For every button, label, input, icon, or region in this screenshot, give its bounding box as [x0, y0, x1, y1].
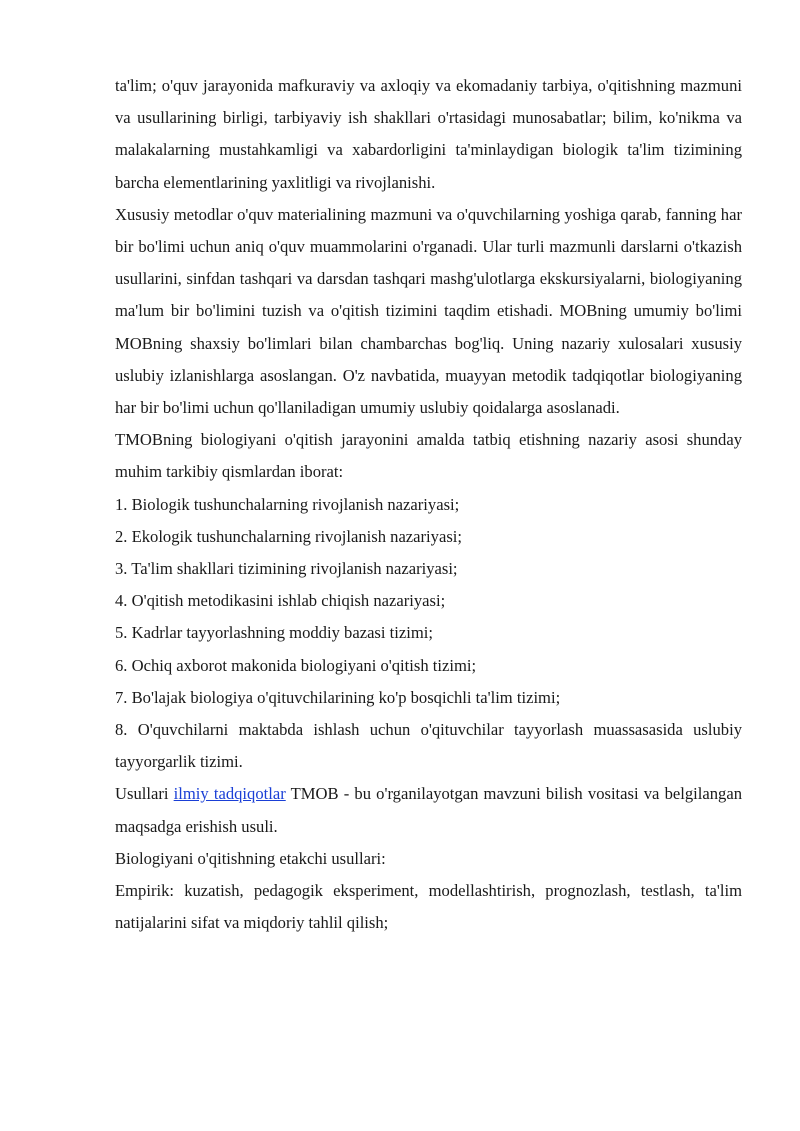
- leading-methods-title: Biologiyani o'qitishning etakchi usullari:: [115, 848, 386, 868]
- list-item: 3. Ta'lim shakllari tizimining rivojlanish nazariyasi;: [115, 559, 458, 579]
- paragraph-tmob-theory: TMOBning biologiyani o'qitish jarayonini amalda tatbiq etishning nazariy asosi shunday muhim tarkibiy qismlardan iborat:: [115, 430, 742, 482]
- list-item: 7. Bo'lajak biologiya o'qituvchilarining ko'p bosqichli ta'lim tizimi;: [115, 687, 561, 707]
- research-methods-suffix: TMOB - bu o'rganilayotgan mavzuni bilish vositasi va belgilangan maqsadga erishish usuli.: [115, 784, 743, 836]
- list-item: 4. O'qitish metodikasini ishlab chiqish nazariyasi;: [115, 591, 446, 611]
- list-item: 1. Biologik tushunchalarning rivojlanish nazariyasi;: [115, 494, 460, 514]
- list-item: 5. Kadrlar tayyorlashning moddiy bazasi tizimi;: [115, 623, 433, 643]
- list-item: 8. O'quvchilarni maktabda ishlash uchun o'qituvchilar tayyorlash muassasasida uslubiy tayyorgarlik tizimi.: [115, 720, 742, 772]
- list-item: 6. Ochiq axborot makonida biologiyani o'qitish tizimi;: [115, 655, 477, 675]
- scientific-research-link[interactable]: ilmiy tadqiqotlar: [173, 784, 286, 804]
- paragraph-private-methods: Xususiy metodlar o'quv materialining mazmuni va o'quvchilarning yoshiga qarab, fanning har bir bo'limi uchun aniq o'quv muammolarini o'rganadi. Ular turli mazmunli darslarni o'tkazish usullarini, sinfdan tashqari va darsdan tashqari mashg'ulotlarga ekskursiyalarni, biologiyaning ma'lum bir bo'limini tuzish va o'qitish tizimini taqdim etishadi. MOBning umumiy bo'limi MOBning shaxsiy bo'limlari bilan chambarchas bog'liq. Uning nazariy xulosalari xususiy uslubiy izlanishlarga asoslangan. O'z navbatida, muayyan metodik tadqiqotlar biologiyaning har bir bo'limi uchun qo'llaniladigan umumiy uslubiy qoidalarga asoslanadi.: [115, 204, 742, 418]
- research-methods-prefix: Usullari: [115, 784, 174, 804]
- paragraph-education-system: ta'lim; o'quv jarayonida mafkuraviy va axloqiy va ekomadaniy tarbiya, o'qitishning mazmuni va usullarining birligi, tarbiyaviy ish shakllari o'rtasidagi munosabatlar; bilim, ko'nikma va malakalarning mustahkamligi va xabardorligini ta'minlaydigan biologik ta'lim tizimining barcha elementlarining yaxlitligi va rivojlanishi.: [115, 76, 742, 192]
- list-item: 2. Ekologik tushunchalarning rivojlanish nazariyasi;: [115, 526, 463, 546]
- document-page: [115, 70, 742, 939]
- paragraph-empirical-methods: Empirik: kuzatish, pedagogik eksperiment, modellashtirish, prognozlash, testlash, ta'lim natijalarini sifat va miqdoriy tahlil qilish;: [115, 881, 742, 933]
- paragraph-research-methods: [115, 778, 742, 842]
